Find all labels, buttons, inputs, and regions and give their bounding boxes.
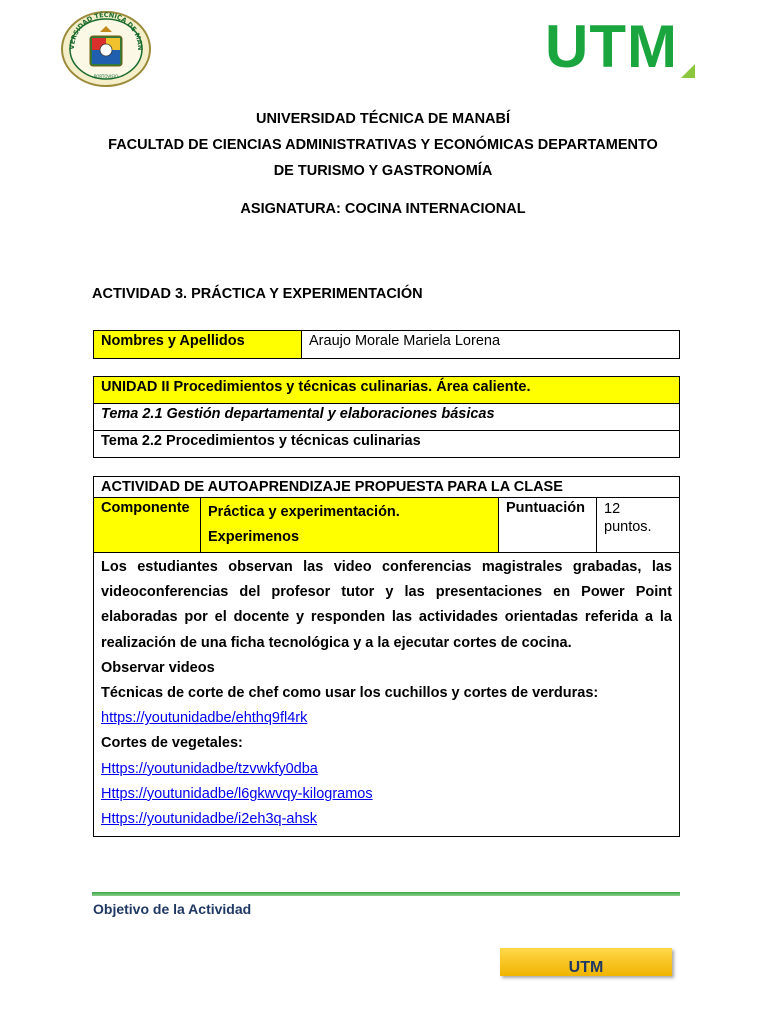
chef-techniques-heading: Técnicas de corte de chef como usar los cuchillos y cortes de verduras: — [101, 685, 599, 702]
student-row — [94, 331, 680, 359]
topic-row — [94, 431, 680, 458]
component-row — [94, 498, 680, 553]
unit-title: UNIDAD II Procedimientos y técnicas culinarias. Área caliente. — [94, 377, 680, 404]
score-value — [597, 498, 680, 553]
university-seal-logo — [60, 10, 152, 88]
score-value-number: 12 — [604, 501, 621, 517]
vegetable-video-link-3[interactable]: Https://youtunidadbe/i2eh3q-ahsk — [101, 811, 318, 828]
activity-header-row — [94, 477, 680, 498]
student-table — [93, 330, 680, 359]
university-title: UNIVERSIDAD TÉCNICA DE MANABÍ — [255, 111, 511, 127]
student-name-value: Araujo Morale Mariela Lorena — [302, 331, 680, 359]
department-title: DE TURISMO Y GASTRONOMÍA — [273, 163, 493, 179]
unit-row — [94, 377, 680, 404]
vegetable-video-link-1[interactable]: Https://youtunidadbe/tzvwkfy0dba — [101, 760, 318, 777]
videos-heading: Observar videos — [101, 659, 215, 676]
vegetable-cuts-heading: Cortes de vegetales: — [101, 735, 243, 752]
utm-brand-text: UTM — [545, 13, 678, 80]
unit-table — [93, 376, 680, 458]
chef-video-link[interactable]: https://youtunidadbe/ehthq9fl4rk — [101, 710, 308, 727]
description-row — [94, 553, 680, 837]
activity-header: ACTIVIDAD DE AUTOAPRENDIZAJE PROPUESTA PARA LA CLASE — [94, 477, 680, 498]
activity-description: Los estudiantes observan las video conferencias magistrales grabadas, las videoconferencias del profesor tutor y las presentaciones en Power Point elaboradas por el docente y responden las actividades orientadas referida a la realización de una ficha tecnológica y a la ejecutar cortes de cocina. — [101, 559, 672, 651]
utm-footer-badge: UTM — [500, 948, 672, 976]
objective-title: Objetivo de la Actividad — [93, 901, 252, 917]
topic-row — [94, 404, 680, 431]
activity-description-cell — [94, 553, 680, 837]
subject-title: ASIGNATURA: COCINA INTERNACIONAL — [240, 201, 526, 217]
student-name-label: Nombres y Apellidos — [94, 331, 302, 359]
component-value-line2: Experimenos — [208, 529, 300, 545]
topic-2-2: Tema 2.2 Procedimientos y técnicas culinarias — [94, 431, 680, 458]
utm-brand-logo — [545, 12, 678, 82]
component-value — [201, 498, 499, 553]
svg-text:PORTOVIEJO: PORTOVIEJO — [93, 74, 119, 79]
activity-title: ACTIVIDAD 3. PRÁCTICA Y EXPERIMENTACIÓN — [92, 286, 423, 302]
component-value-line1: Práctica y experimentación. — [208, 504, 400, 520]
score-value-unit: puntos. — [604, 519, 652, 535]
brand-triangle-icon — [681, 64, 695, 78]
svg-text:UNIVERSIDAD TÉCNICA DE MANABÍ: VERSIDAD TÉCNICA DE MAN — [67, 10, 145, 51]
component-label: Componente — [94, 498, 201, 553]
activity-table — [93, 476, 680, 837]
faculty-title: FACULTAD DE CIENCIAS ADMINISTRATIVAS Y ECONÓMICAS DEPARTAMENTO — [108, 137, 658, 153]
footer-divider — [92, 892, 680, 896]
topic-2-1: Tema 2.1 Gestión departamental y elaboraciones básicas — [94, 404, 680, 431]
score-label: Puntuación — [499, 498, 597, 553]
vegetable-video-link-2[interactable]: Https://youtunidadbe/l6gkwvqy-kilogramos — [101, 785, 373, 802]
